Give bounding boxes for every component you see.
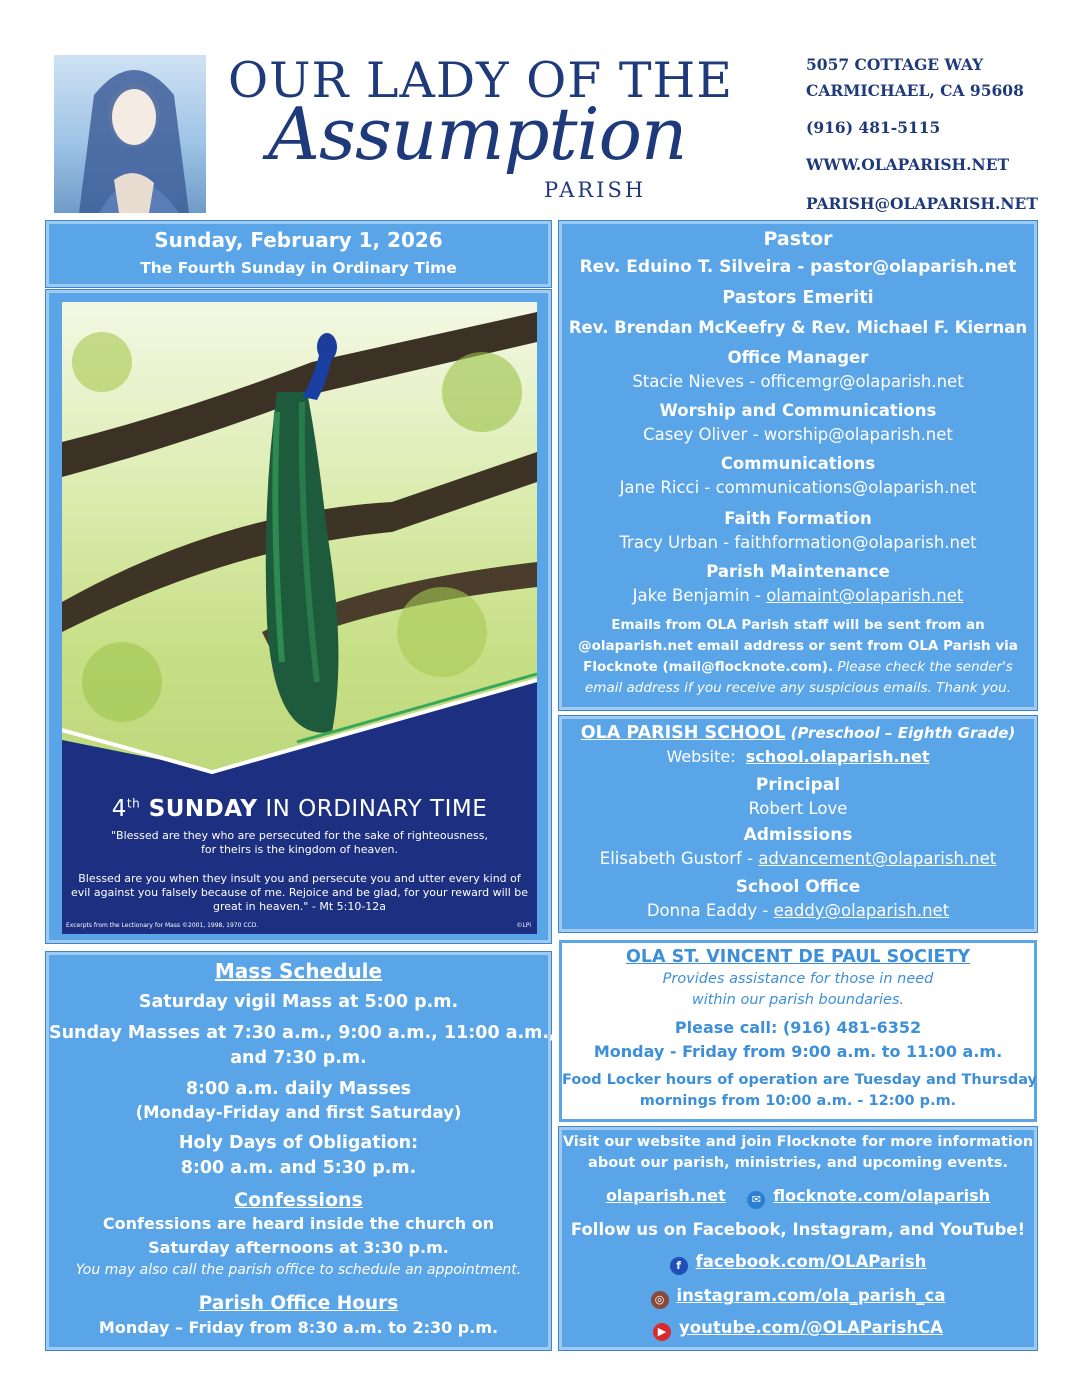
holy-days-line-2: 8:00 a.m. and 5:30 p.m. xyxy=(180,1158,417,1178)
holy-days-line-1: Holy Days of Obligation: xyxy=(178,1133,419,1153)
email-note-line-1: Emails from OLA Parish staff will be sent from an xyxy=(611,617,985,633)
web-social-info xyxy=(562,1134,1034,1348)
parish-header xyxy=(0,0,1082,222)
web-info-line-1: Visit our website and join Flocknote for more information xyxy=(562,1134,1034,1150)
poster-credit-right: ©LPi xyxy=(516,922,531,929)
facebook-row xyxy=(562,1252,1034,1286)
instagram-row xyxy=(562,1286,1034,1318)
bulletin-date: Sunday, February 1, 2026 xyxy=(154,228,443,252)
office-manager-heading: Office Manager xyxy=(727,348,869,367)
worship-contact: Casey Oliver - worship@olaparish.net xyxy=(643,425,953,444)
youtube-link[interactable]: youtube.com/@OLAParishCA xyxy=(679,1318,943,1337)
confessions-line-1: Confessions are heard inside the church on xyxy=(102,1214,495,1233)
school-website-link[interactable]: school.olaparish.net xyxy=(745,747,930,766)
worship-heading: Worship and Communications xyxy=(659,401,937,420)
facebook-icon: f xyxy=(670,1257,688,1275)
email-note-line-3: Flocknote (mail@flocknote.com). Please check the sender's xyxy=(583,659,1013,675)
confessions-heading: Confessions xyxy=(234,1189,363,1211)
logo-line-parish: PARISH xyxy=(544,178,647,202)
svdp-box xyxy=(559,940,1037,1122)
admissions-heading: Admissions xyxy=(743,825,853,845)
school-info xyxy=(562,723,1034,927)
web-links-row xyxy=(562,1186,1034,1220)
emeriti-heading: Pastors Emeriti xyxy=(722,288,874,308)
youtube-row xyxy=(562,1318,1034,1348)
school-title-link[interactable]: OLA PARISH SCHOOL xyxy=(580,723,786,743)
parish-website-link[interactable]: WWW.OLAPARISH.NET xyxy=(806,155,1010,174)
daily-masses-line-1: 8:00 a.m. daily Masses xyxy=(185,1079,412,1099)
faith-formation-contact: Tracy Urban - faithformation@olaparish.net xyxy=(619,533,977,552)
peacock-poster xyxy=(62,302,537,934)
maintenance-contact: Jake Benjamin - olamaint@olaparish.net xyxy=(632,586,964,605)
poster-title: 4th SUNDAY IN ORDINARY TIME xyxy=(111,796,488,822)
poster-credit: Excerpts from the Lectionary for Mass ©2001, 1998, 1970 CCD. xyxy=(66,922,259,929)
poster-quote-line-5: great in heaven." - Mt 5:10-12a xyxy=(212,900,387,913)
follow-us-text: Follow us on Facebook, Instagram, and YouTube! xyxy=(570,1220,1026,1239)
emeriti-names: Rev. Brendan McKeefry & Rev. Michael F. Kiernan xyxy=(568,318,1028,337)
mass-schedule-title: Mass Schedule xyxy=(214,959,383,983)
school-office-heading: School Office xyxy=(735,877,861,897)
web-social-box xyxy=(559,1127,1037,1350)
mass-schedule-box xyxy=(46,952,556,1350)
school-office-email-link[interactable]: eaddy@olaparish.net xyxy=(773,901,950,920)
food-locker-line-2: mornings from 10:00 a.m. - 12:00 p.m. xyxy=(639,1093,957,1109)
facebook-link[interactable]: facebook.com/OLAParish xyxy=(695,1252,927,1271)
office-hours-heading: Parish Office Hours xyxy=(198,1293,399,1314)
maintenance-heading: Parish Maintenance xyxy=(706,562,890,581)
sunday-masses-line-1: Sunday Masses at 7:30 a.m., 9:00 a.m., 11:00 a.m., xyxy=(49,1023,556,1043)
web-info-line-2: about our parish, ministries, and upcoming events. xyxy=(588,1155,1008,1171)
address-city: CARMICHAEL, CA 95608 xyxy=(806,81,1024,100)
maintenance-email-link[interactable]: olamaint@olaparish.net xyxy=(766,586,964,605)
office-manager-contact: Stacie Nieves - officemgr@olaparish.net xyxy=(632,372,964,391)
poster-quote-line-2: for theirs is the kingdom of heaven. xyxy=(201,843,398,856)
staff-directory-box xyxy=(559,221,1037,710)
staff-list xyxy=(562,228,1034,701)
olaparish-link[interactable]: olaparish.net xyxy=(605,1186,726,1205)
poster-quote-line-1: "Blessed are they who are persecuted for the sake of righteousness, xyxy=(110,829,489,842)
school-website-row: Website: school.olaparish.net xyxy=(666,747,930,766)
address-street: 5057 COTTAGE WAY xyxy=(806,55,984,74)
admissions-contact: Elisabeth Gustorf - advancement@olaparish.net xyxy=(599,849,997,868)
logo-line-assumption: Assumption xyxy=(268,92,687,176)
logo-line-our-lady: OUR LADY OF THE xyxy=(228,52,733,109)
confessions-line-2: Saturday afternoons at 3:30 p.m. xyxy=(148,1238,449,1257)
school-office-contact: Donna Eaddy - eaddy@olaparish.net xyxy=(646,901,950,920)
date-box xyxy=(46,221,551,287)
poster-box xyxy=(46,290,551,943)
instagram-icon: ◎ xyxy=(651,1291,669,1309)
svdp-desc-line-1: Provides assistance for those in need xyxy=(662,971,934,987)
communications-contact: Jane Ricci - communications@olaparish.net xyxy=(619,478,977,497)
office-hours: Monday – Friday from 8:30 a.m. to 2:30 p.m. xyxy=(98,1318,499,1337)
parish-email-link[interactable]: PARISH@OLAPARISH.NET xyxy=(806,194,1038,213)
email-note-line-2: @olaparish.net email address or sent from OLA Parish via xyxy=(578,638,1018,654)
daily-masses-line-2: (Monday-Friday and first Saturday) xyxy=(135,1103,462,1122)
mass-schedule-info xyxy=(49,959,556,1342)
svdp-title[interactable]: OLA ST. VINCENT DE PAUL SOCIETY xyxy=(625,947,971,967)
svdp-desc-line-2: within our parish boundaries. xyxy=(691,992,905,1008)
communications-heading: Communications xyxy=(720,454,876,473)
svdp-info xyxy=(562,947,1037,1114)
confessions-note: You may also call the parish office to schedule an appointment. xyxy=(75,1262,522,1278)
school-title-row: OLA PARISH SCHOOL (Preschool – Eighth Grade) xyxy=(580,723,1016,743)
faith-formation-heading: Faith Formation xyxy=(724,509,872,528)
youtube-icon: ▶ xyxy=(653,1323,671,1341)
principal-name: Robert Love xyxy=(748,799,848,818)
pastor-heading: Pastor xyxy=(763,228,833,250)
madonna-statue-image xyxy=(54,55,206,213)
school-box xyxy=(559,716,1037,932)
liturgical-occasion: The Fourth Sunday in Ordinary Time xyxy=(140,259,457,277)
sunday-masses-line-2: and 7:30 p.m. xyxy=(230,1048,367,1068)
parish-phone: (916) 481-5115 xyxy=(806,118,941,137)
pastor-contact: Rev. Eduino T. Silveira - pastor@olaparish.net xyxy=(579,257,1017,277)
email-note-line-4: email address if you receive any suspicious emails. Thank you. xyxy=(584,680,1011,696)
poster-quote-line-3: Blessed are you when they insult you and persecute you and utter every kind of xyxy=(78,872,521,885)
principal-heading: Principal xyxy=(755,775,841,795)
flocknote-link[interactable]: flocknote.com/olaparish xyxy=(773,1186,991,1205)
admissions-email-link[interactable]: advancement@olaparish.net xyxy=(758,849,997,868)
instagram-link[interactable]: instagram.com/ola_parish_ca xyxy=(676,1286,946,1305)
svdp-hours: Monday - Friday from 9:00 a.m. to 11:00 a.m. xyxy=(593,1042,1003,1061)
food-locker-line-1: Food Locker hours of operation are Tuesday and Thursday xyxy=(562,1072,1037,1088)
svdp-phone: Please call: (916) 481-6352 xyxy=(674,1018,922,1037)
flocknote-icon: ✉ xyxy=(747,1191,765,1209)
vigil-mass: Saturday vigil Mass at 5:00 p.m. xyxy=(138,992,459,1012)
poster-quote-line-4: evil against you falsely because of me. Rejoice and be glad, for your reward will be xyxy=(70,886,529,899)
